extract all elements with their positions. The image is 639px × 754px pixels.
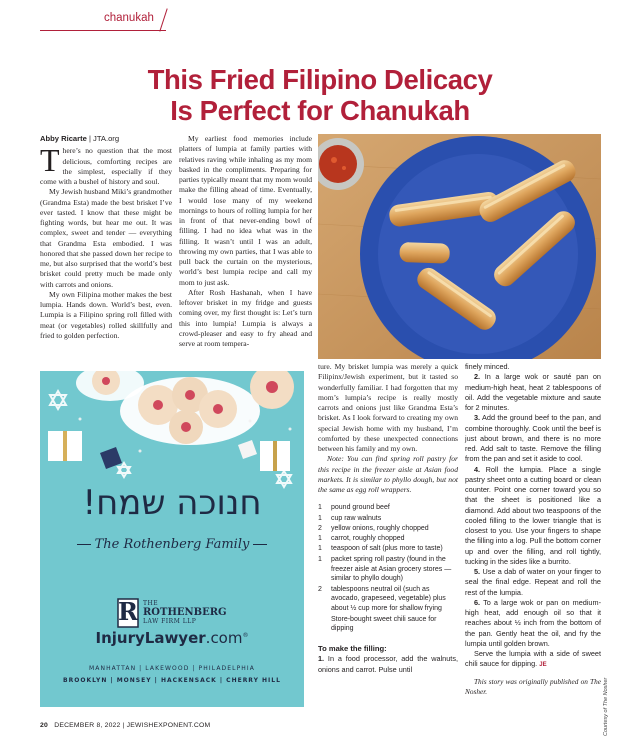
ingredient-text: Store-bought sweet chili sauce for dipping [331, 615, 437, 633]
ingredient-text: carrot, roughly chopped [331, 535, 405, 543]
ingredient-qty: 1 [318, 555, 322, 563]
step-text: Add the ground beef to the pan, and combine thoroughly. Cook until the beef is just about brown, and there is no more red. Add salt to taste. Remove the filling from the pan and set it aside to cool. [465, 413, 601, 464]
photo-credit-text: Courtesy of The Nosher [603, 677, 609, 736]
recipe-steps [465, 372, 601, 649]
step-text: In a large wok or sauté pan on medium-high heat, heat 2 tablespoons of oil. Add the vegetable mixture and saute for 2 minutes. [465, 372, 601, 412]
section-rule [40, 30, 166, 31]
ad-family-text: The Rothenberg Family [94, 537, 250, 552]
headline-line-1: This Fried Filipino Delicacy [147, 64, 493, 95]
ingredient-item [318, 514, 458, 524]
ad-locations-line-2: BROOKLYN | MONSEY | HACKENSACK | CHERRY HILL [63, 677, 281, 684]
serve-note [465, 649, 601, 671]
ad-firm-sub: LAW FIRM LLP [143, 618, 197, 625]
section-label: chanukah [104, 12, 154, 24]
ad-hebrew-greeting: חנוכה שמח! [82, 483, 262, 523]
ingredient-qty: 1 [318, 514, 322, 522]
article-column-2 [179, 134, 312, 349]
lumpia-photo [318, 134, 601, 359]
ad-website-main: InjuryLawyer [95, 629, 206, 647]
ad-firm-main: ROTHENBERG [143, 607, 227, 618]
step-number: 5. [474, 567, 481, 576]
step-number: 1. [318, 654, 325, 664]
paragraph: finely minced. [465, 362, 510, 371]
ingredient-item [318, 534, 458, 544]
article-column-3 [318, 362, 458, 675]
closing-note: This story was originally published on The Nosher. [465, 676, 601, 696]
ingredient-item [318, 585, 458, 614]
recipe-step [465, 567, 601, 598]
ad-website[interactable] [40, 629, 304, 647]
recipe-step [465, 465, 601, 568]
paragraph-intro-text: here’s no question that the most delicious, comforting recipes are the simplest, especially if they come with a bushel of history and soul. [40, 146, 172, 186]
ad-firm-name [143, 600, 253, 626]
lumpia-plate-image [318, 134, 601, 359]
ingredient-qty [318, 615, 331, 635]
ingredient-text: teaspoon of salt (plus more to taste) [331, 545, 443, 553]
step-number: 4. [474, 464, 481, 474]
ingredient-qty: 2 [318, 524, 322, 532]
ingredient-item [318, 555, 458, 584]
paragraph: My earliest food memories include platters of lumpia at family parties with relatives raving while inhaling as my mom basked in the compliments. Preparing for parties typically meant that my mom would make the filling ahead of time. Eventually, I would lose many of my weekend mornings to hours of rolling lumpia for her in front of that never-ending bowl of filling. I had no idea what was in the filling. It wasn’t until I was an adult, throwing my own parties, that I was able to pull back the curtain on the mysterious, world’s best lumpia recipe and call my mom to just ask. [179, 134, 312, 287]
step-text: Roll the lumpia. Place a single pastry sheet onto a cutting board or clean counter. Point one corner toward you so that the sheet is positioned like a diamond. Add about two teaspoons of the cooled filling to the lower triangle that is closest to you. Use your fingers to shape the filling into a log. Pull the bottom corner up and over the filling, and roll tightly, tucking in the sides like a burrito. [465, 464, 601, 566]
byline-author: Abby Ricarte [40, 134, 87, 143]
paragraph-intro [40, 142, 172, 187]
footer-text: DECEMBER 8, 2022 | JEWISHEXPONENT.COM [54, 722, 211, 729]
step-number: 2. [474, 372, 481, 382]
recipe-step-1 [318, 654, 458, 675]
recipe-step [465, 598, 601, 649]
ad-website-tld: .com [205, 629, 243, 647]
recipe-step [465, 413, 601, 464]
ingredient-qty: 1 [318, 545, 322, 553]
ingredient-item [318, 503, 458, 513]
page-number: 20 [40, 722, 48, 729]
recipe-step [465, 372, 601, 413]
byline-source: | JTA.org [86, 134, 120, 143]
page-footer [40, 722, 210, 729]
headline-line-2: Is Perfect for Chanukah [170, 95, 470, 126]
filling-heading: To make the filling: [318, 644, 387, 654]
ad-locations-line-1: MANHATTAN | LAKEWOOD | PHILADELPHIA [89, 665, 255, 672]
ad-website-tm: ® [242, 632, 249, 639]
drop-cap: T [40, 142, 60, 179]
ad-family-signature [40, 537, 304, 552]
paragraph: My Jewish husband Miki’s grandmother (Grandma Esta) made the best brisket I’ve ever tasted. I know that these might be fighting words, but hear me out. It was complex, sweet and tender — everything that Grandma Esta embodied. I was honored that she passed down her recipe to me, but also surprised that the world’s best brisket could pretty much be made only with carrots and onions. [40, 187, 172, 289]
ingredient-qty: 1 [318, 535, 322, 543]
byline [40, 134, 172, 144]
recipe-note: Note: You can find spring roll pastry for this recipe in the freezer aisle at Asian food markets. It is similar to phyllo dough, but not the same as egg roll wrappers. [318, 454, 458, 494]
ingredients-list [318, 503, 458, 634]
article-column-1 [40, 134, 172, 341]
ingredient-text: pound ground beef [331, 504, 390, 512]
step-text: To a large wok or pan on medium-high heat, add enough oil so that it reaches about ½ inch from the bottom of the pan. Gently heat the oil, and fry the lumpia until golden brown. [465, 597, 601, 648]
ingredient-text: packet spring roll pastry (found in the freezer aisle at Asian grocery stores — similar to phyllo dough) [331, 555, 452, 583]
ingredient-text: yellow onions, roughly chopped [331, 524, 429, 532]
section-slash-decor [159, 8, 167, 31]
paragraph: ture. My brisket lumpia was merely a quick Filipinx/Jewish experiment, but it tasted so wonderfully familiar. I had forgotten that my mom’s lumpia’s recipe is really mostly carrots and onions just like Grandma Esta’s brisket. As I look forward to creating my own special Jewish home with my husband, I’m comforted by these unexpected connections between his family and my own. [318, 362, 458, 453]
step-number: 6. [474, 597, 481, 607]
ingredient-item [318, 544, 458, 554]
ingredient-qty: 1 [318, 504, 322, 512]
ingredient-item [318, 524, 458, 534]
paragraph: After Rosh Hashanah, when I have leftover brisket in my fridge and guests coming over, my first thought is: Let’s turn this into lumpia! Lumpia is always a crowd-pleaser and easy to fry ahead and serve at room tempera- [179, 287, 312, 348]
rothenberg-ad[interactable] [40, 371, 304, 707]
ingredient-item [318, 615, 458, 635]
photo-credit [603, 636, 613, 736]
article-headline [40, 64, 600, 126]
ad-logo-letter: R [118, 597, 138, 626]
ingredient-text: tablespoons neutral oil (such as avocado, grapeseed, vegetable) plus about ½ cup more for shallow frying [331, 585, 446, 613]
article-column-4 [465, 362, 601, 697]
serve-text: Serve the lumpia with a side of sweet chili sauce for dipping. [465, 649, 601, 669]
end-mark: JE [539, 662, 547, 669]
step-text: In a food processor, add the walnuts, onions and carrot. Pulse until [318, 654, 458, 674]
step-text: Use a dab of water on your finger to seal the final edge. Repeat and roll the rest of the lumpia. [465, 567, 601, 597]
ad-firm-the: THE [143, 600, 159, 607]
ingredient-text: cup raw walnuts [331, 514, 382, 522]
ingredient-qty: 2 [318, 585, 322, 593]
paragraph: My own Filipina mother makes the best lumpia. Hands down. World’s best, even. Lumpia is a Filipino spring roll filled with meat (or vegetables) rolled skillfully and fried to golden perfection. [40, 289, 172, 340]
step-number: 3. [474, 413, 481, 423]
